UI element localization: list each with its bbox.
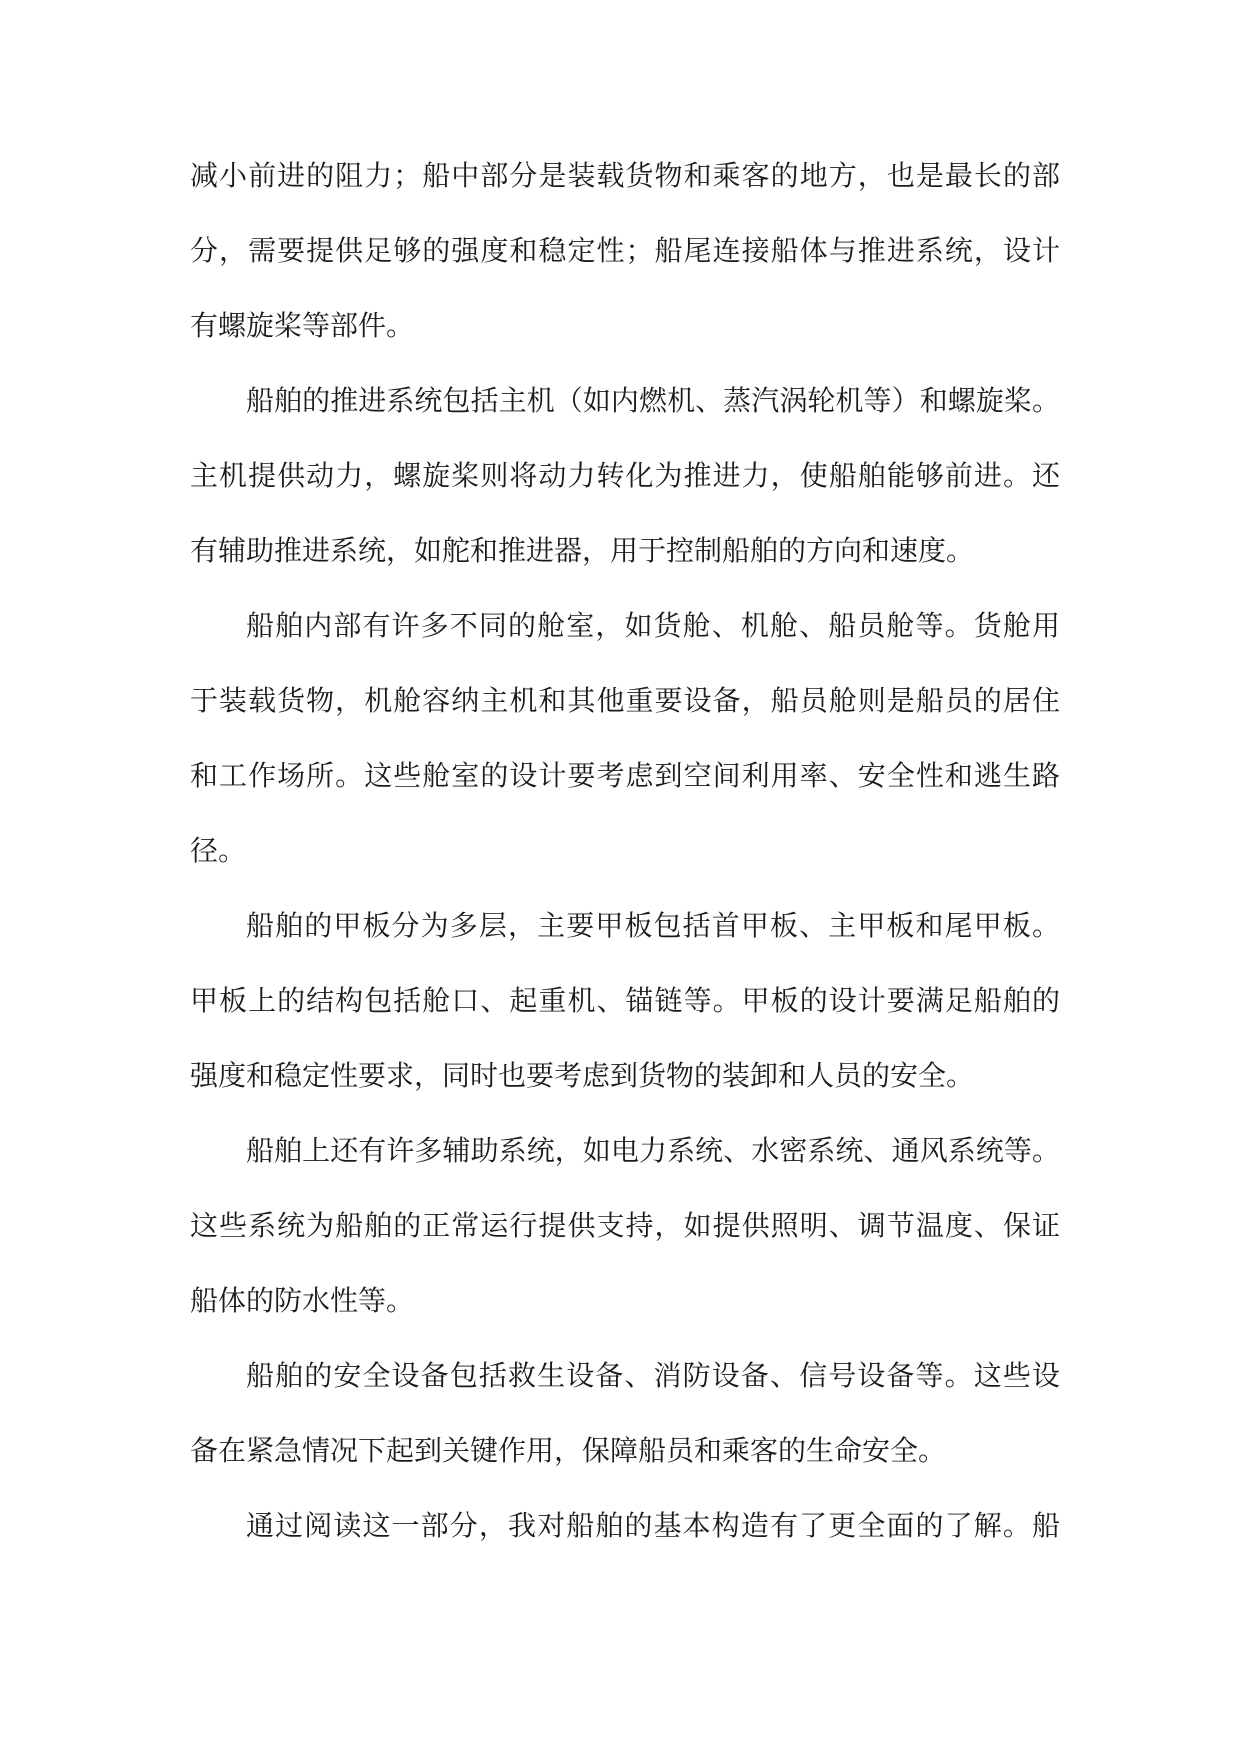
text-line: 减小前进的阻力；船中部分是装载货物和乘客的地方，也是最长的部	[190, 159, 1060, 192]
paragraph	[190, 138, 1060, 363]
text-line: 分，需要提供足够的强度和稳定性；船尾连接船体与推进系统，设计	[190, 234, 1060, 267]
text-line: 船舶上还有许多辅助系统，如电力系统、水密系统、通风系统等。	[246, 1134, 1060, 1167]
text-line: 船舶的甲板分为多层，主要甲板包括首甲板、主甲板和尾甲板。	[246, 909, 1060, 942]
text-line: 通过阅读这一部分，我对船舶的基本构造有了更全面的了解。船	[246, 1509, 1060, 1542]
text-line: 这些系统为船舶的正常运行提供支持，如提供照明、调节温度、保证	[190, 1209, 1060, 1242]
paragraph	[190, 363, 1060, 588]
text-line: 船体的防水性等。	[190, 1284, 415, 1317]
body-text	[190, 138, 1060, 1563]
text-line: 船舶的安全设备包括救生设备、消防设备、信号设备等。这些设	[246, 1359, 1060, 1392]
text-line: 于装载货物，机舱容纳主机和其他重要设备，船员舱则是船员的居住	[190, 684, 1060, 717]
text-line: 和工作场所。这些舱室的设计要考虑到空间利用率、安全性和逃生路	[190, 759, 1060, 792]
text-line: 有辅助推进系统，如舵和推进器，用于控制船舶的方向和速度。	[190, 534, 975, 567]
text-line: 船舶内部有许多不同的舱室，如货舱、机舱、船员舱等。货舱用	[246, 609, 1060, 642]
paragraph	[190, 888, 1060, 1113]
paragraph	[190, 1488, 1060, 1563]
text-line: 有螺旋桨等部件。	[190, 309, 415, 342]
paragraph	[190, 1113, 1060, 1338]
paragraph	[190, 1338, 1060, 1488]
paragraph	[190, 588, 1060, 888]
text-line: 甲板上的结构包括舱口、起重机、锚链等。甲板的设计要满足船舶的	[190, 984, 1060, 1017]
text-line: 强度和稳定性要求，同时也要考虑到货物的装卸和人员的安全。	[190, 1059, 975, 1092]
text-line: 主机提供动力，螺旋桨则将动力转化为推进力，使船舶能够前进。还	[190, 459, 1060, 492]
text-line: 船舶的推进系统包括主机（如内燃机、蒸汽涡轮机等）和螺旋桨。	[246, 384, 1060, 417]
text-line: 备在紧急情况下起到关键作用，保障船员和乘客的生命安全。	[190, 1434, 947, 1467]
text-line: 径。	[190, 834, 247, 867]
